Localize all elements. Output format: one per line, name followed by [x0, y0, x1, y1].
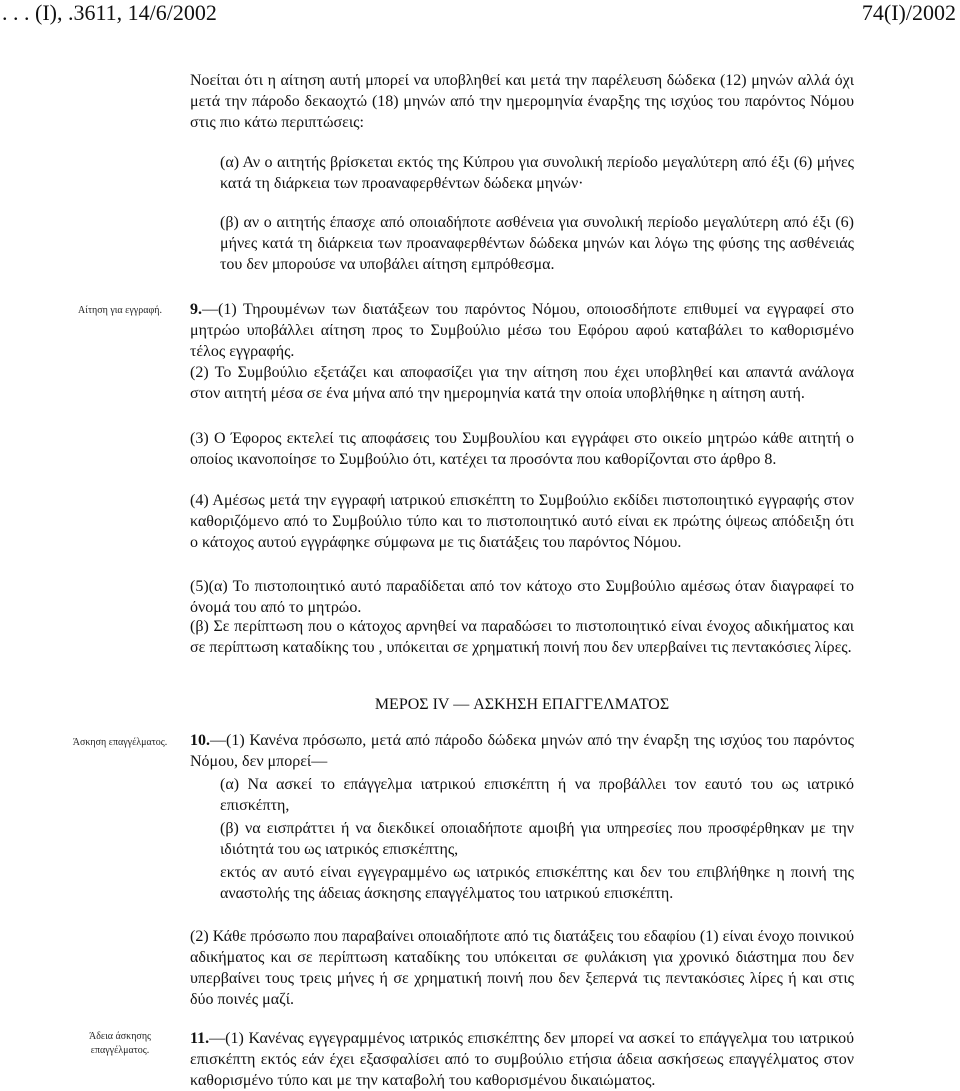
section-9-3: (3) Ο Έφορος εκτελεί τις αποφάσεις του Συμβουλίου και εγγράφει στο οικείο μητρώο κάθε αιτητή ο οποίος ικανοποίησε το Συμβούλιο ότι, κατέχει τα προσόντα που καθορίζονται στο άρθρο 8. — [190, 430, 854, 468]
page-header-right: 74(Ι)/2002 — [861, 0, 956, 25]
section-11-1-text: —(1) Κανένας εγγεγραμμένος ιατρικός επισκέπτης δεν μπορεί να ασκεί το επάγγελμα του ιατρικού επισκέπτη εκτός εάν έχει εξασφαλίσει από το συμβούλιο ετήσια άδεια ασκήσεως επαγγέλματος στον καθορισμένο τύπο και με την καταβολή του καθορισμένου δικαιώματος. — [190, 1030, 854, 1089]
section-9-5b: (β) Σε περίπτωση που ο κάτοχος αρνηθεί να παραδώσει το πιστοποιητικό είναι ένοχος αδικήματος και σε περίπτωση καταδίκης του , υπόκειται σε χρηματική ποινή που δεν υπερβαίνει τις πεντακόσιες λίρες. — [190, 618, 854, 656]
section-11-1 — [190, 1028, 854, 1091]
section-10-number: 10. — [190, 732, 210, 749]
case-a-paragraph: (α) Αν ο αιτητής βρίσκεται εκτός της Κύπρου για συνολική περίοδο μεγαλύτερη από έξι (6) μήνες κατά τη διάρκεια των προαναφερθέντων δώδεκα μηνών· — [220, 154, 854, 192]
margin-note-licence-line1: Άδεια άσκησης — [88, 1031, 152, 1042]
page-header-left: . . . (Ι), .3611, 14/6/2002 — [2, 0, 217, 25]
section-9-number: 9. — [190, 301, 202, 318]
section-10-b: (β) να εισπράττει ή να διεκδικεί οποιαδήποτε αμοιβή για υπηρεσίες που προσφέρθηκαν με την ιδιότητά του ως ιατρικός επισκέπτης, — [220, 820, 854, 858]
intro-paragraph: Νοείται ότι η αίτηση αυτή μπορεί να υποβληθεί και μετά την παρέλευση δώδεκα (12) μηνών αλλά όχι μετά την πάροδο δεκαοχτώ (18) μηνών από την ημερομηνία έναρξης της ισχύος του παρόντος Νόμου στις πιο κάτω περιπτώσεις: — [190, 72, 854, 131]
section-10-a: (α) Να ασκεί το επάγγελμα ιατρικού επισκέπτη ή να προβάλλει τον εαυτό του ως ιατρικό επισκέπτη, — [220, 776, 854, 814]
section-10-2: (2) Κάθε πρόσωπο που παραβαίνει οποιαδήποτε από τις διατάξεις του εδαφίου (1) είναι ένοχο ποινικού αδικήματος και σε περίπτωση καταδίκης του υπόκειται σε φυλάκιση για χρονικό διάστημα που δεν υπερβαίνει τους τρεις μήνες ή σε χρηματική ποινή που δεν ξεπερνά τις πεντακόσιες λίρες ή και στις δύο ποινές μαζί. — [190, 928, 854, 1008]
section-9-1-text: —(1) Τηρουμένων των διατάξεων του παρόντος Νόμου, οποιοσδήποτε επιθυμεί να εγγραφεί στο μητρώο υποβάλλει αίτηση προς το Συμβούλιο μέσω του Εφόρου αφού καταβάλει το καθορισμένο τέλος εγγραφής. — [190, 301, 854, 360]
section-10-1-text: —(1) Κανένα πρόσωπο, μετά από πάροδο δώδεκα μηνών από την έναρξη της ισχύος του παρόντος Νόμου, δεν μπορεί— — [190, 732, 854, 770]
margin-note-licence — [60, 1030, 180, 1058]
case-b-paragraph: (β) αν ο αιτητής έπασχε από οποιαδήποτε ασθένεια για συνολική περίοδο μεγαλύτερη από έξι (6) μήνες κατά τη διάρκεια των προαναφερθέντων δώδεκα μηνών και λόγω της φύσης της ασθένειάς του δεν μπορούσε να υποβάλει αίτηση εμπρόθεσμα. — [220, 214, 854, 273]
section-9-2: (2) Το Συμβούλιο εξετάζει και αποφασίζει για την αίτηση που έχει υποβληθεί και απαντά ανάλογα στον αιτητή μέσα σε ένα μήνα από την ημερομηνία κατά την οποία υποβλήθηκε η αίτηση αυτή. — [190, 364, 854, 402]
section-10-unless: εκτός αν αυτό είναι εγγεγραμμένο ως ιατρικός επισκέπτης και δεν του επιβλήθηκε η ποινή της αναστολής της άδειας άσκησης επαγγέλματος του ιατρικού επισκέπτη. — [220, 864, 854, 902]
section-11-number: 11. — [190, 1030, 210, 1047]
margin-note-registration: Αίτηση για εγγραφή. — [78, 305, 162, 316]
margin-note-practice: Άσκηση επαγγέλματος. — [72, 737, 168, 748]
section-9-5a: (5)(α) Το πιστοποιητικό αυτό παραδίδεται από τον κάτοχο στο Συμβούλιο αμέσως όταν διαγραφεί το όνομά του από το μητρώο. — [190, 578, 854, 616]
section-9-1 — [190, 299, 854, 362]
margin-note-licence-line2: επαγγέλματος. — [90, 1045, 150, 1056]
section-10-1 — [190, 730, 854, 772]
section-9-4: (4) Αμέσως μετά την εγγραφή ιατρικού επισκέπτη το Συμβούλιο εκδίδει πιστοποιητικό εγγραφής στον καθοριζόμενο από το Συμβούλιο τύπο και το πιστοποιητικό αυτό είναι εκ πρώτης όψεως απόδειξη ότι ο κάτοχος αυτού εγγράφηκε σύμφωνα με τις διατάξεις του παρόντος Νόμου. — [190, 492, 854, 551]
part-iv-heading: ΜΕΡΟΣ IV — ΑΣΚΗΣΗ ΕΠΑΓΓΕΛΜΑΤΟΣ — [374, 696, 670, 713]
